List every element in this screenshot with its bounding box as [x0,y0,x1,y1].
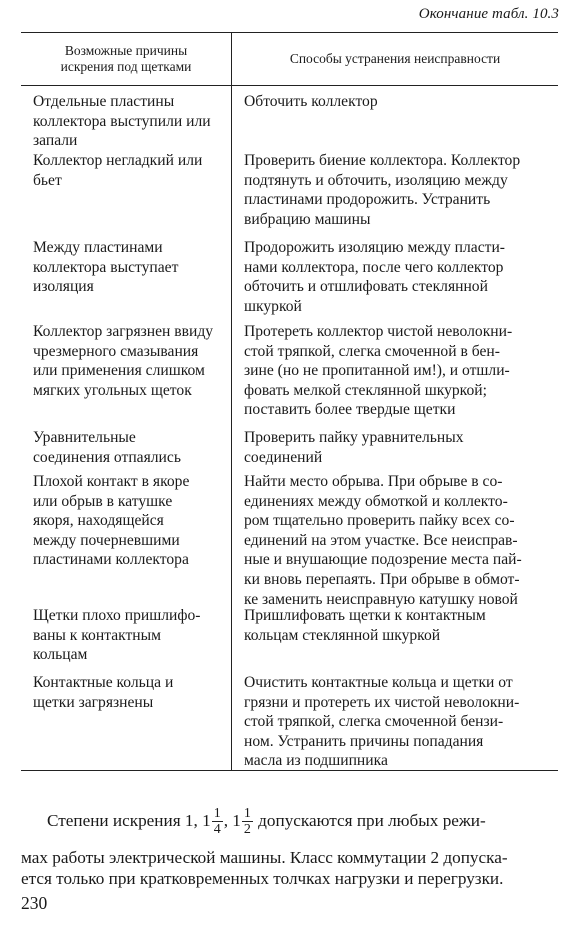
cause-text: Между пластинами коллектора выступает изоляция [33,239,179,296]
paragraph-line-1 [21,805,558,837]
paragraph-line-2: мах работы электрической машины. Класс коммутации 2 допуска- [21,848,508,867]
cause-text: Коллектор негладкий или бьет [33,152,203,189]
cause-text: Плохой контакт в якоре или обрыв в катушке якоря, находящейся между почерневшими пластинами коллектора [33,473,190,569]
fix-cell [231,145,558,232]
table-row [21,600,558,667]
para-prefix: Степени искрения 1, 1 [47,811,211,830]
fix-cell [231,232,558,316]
fraction-numerator: 1 [213,805,221,821]
cause-cell [21,86,231,150]
header-fixes: Способы устранения неисправности [231,33,558,85]
para-mid: , 1 [223,811,241,830]
fraction-one-half [242,806,253,837]
cause-text: Контактные кольца и щетки загрязнены [33,674,174,711]
fix-text: Найти место обрыва. При обрыве в со- единениях между обмоткой и коллекто- ром тщательно проверить пайку всех со- единений на этом участке. Все неисправ- ные и внушающие подозрение места пай- ки вновь перепаять. При обрыве в обмот- ке заменить неисправную катушку новой [244,473,522,608]
fix-cell [231,422,558,466]
cause-cell [21,232,231,316]
table-row [21,667,558,770]
cause-text: Коллектор загрязнен ввиду чрезмерного смазывания или применения слишком мягких угольных щеток [33,323,214,399]
cause-cell [21,422,231,466]
paragraph-line-3: ется только при кратковременных толчках нагрузки и перегрузки. [21,869,504,888]
cause-cell [21,316,231,422]
table-row [21,316,558,422]
fix-cell [231,667,558,770]
table-row [21,422,558,466]
table-caption: Окончание табл. 10.3 [418,6,559,22]
fix-text: Проверить биение коллектора. Коллектор подтянуть и обточить, изоляцию между пластинами продорожить. Устранить вибрацию машины [244,152,521,228]
cause-cell [21,667,231,770]
fix-cell [231,600,558,667]
header-causes: Возможные причины искрения под щетками [60,43,192,74]
para-suffix: допускаются при любых режи- [253,811,486,830]
table-row [21,86,558,150]
table-row [21,145,558,232]
cause-cell [21,466,231,600]
fraction-denominator: 4 [213,821,221,837]
fraction-one-quarter [212,806,223,837]
table-header [21,33,558,86]
fix-text: Протереть коллектор чистой неволокни- стой тряпкой, слегка смоченной в бен- зине (но не пропитанной им!), и отшли- фовать мелкой стеклянной шкуркой; поставить более твердые щетки [244,323,513,419]
page-number: 230 [21,893,48,913]
fix-cell [231,316,558,422]
fix-text: Пришлифовать щетки к контактным кольцам стеклянной шкуркой [244,607,486,644]
fix-text: Очистить контактные кольца и щетки от грязни и протереть их чистой неволокни- стой тряпкой, слегка смоченной бензи- ном. Устранить причины попадания масла из подшипника [244,674,520,770]
cause-cell [21,145,231,232]
cause-text: Отдельные пластины коллектора выступили или запали [33,93,211,150]
troubleshooting-table [21,32,558,771]
cause-text: Уравнительные соединения отпаялись [33,429,181,466]
fix-text: Обточить коллектор [244,93,378,110]
table-row [21,232,558,316]
fraction-numerator: 1 [243,805,251,821]
fix-cell [231,466,558,608]
fix-text: Проверить пайку уравнительных соединений [244,429,464,466]
table-body [21,86,558,770]
fix-cell [231,86,558,145]
fraction-denominator: 2 [243,821,251,837]
cause-text: Щетки плохо пришлифо- ваны к контактным кольцам [33,607,201,664]
table-row [21,466,558,608]
cause-cell [21,600,231,667]
fix-text: Продорожить изоляцию между пласти- нами коллектора, после чего коллектор обточить и отшлифовать стеклянной шкуркой [244,239,505,315]
